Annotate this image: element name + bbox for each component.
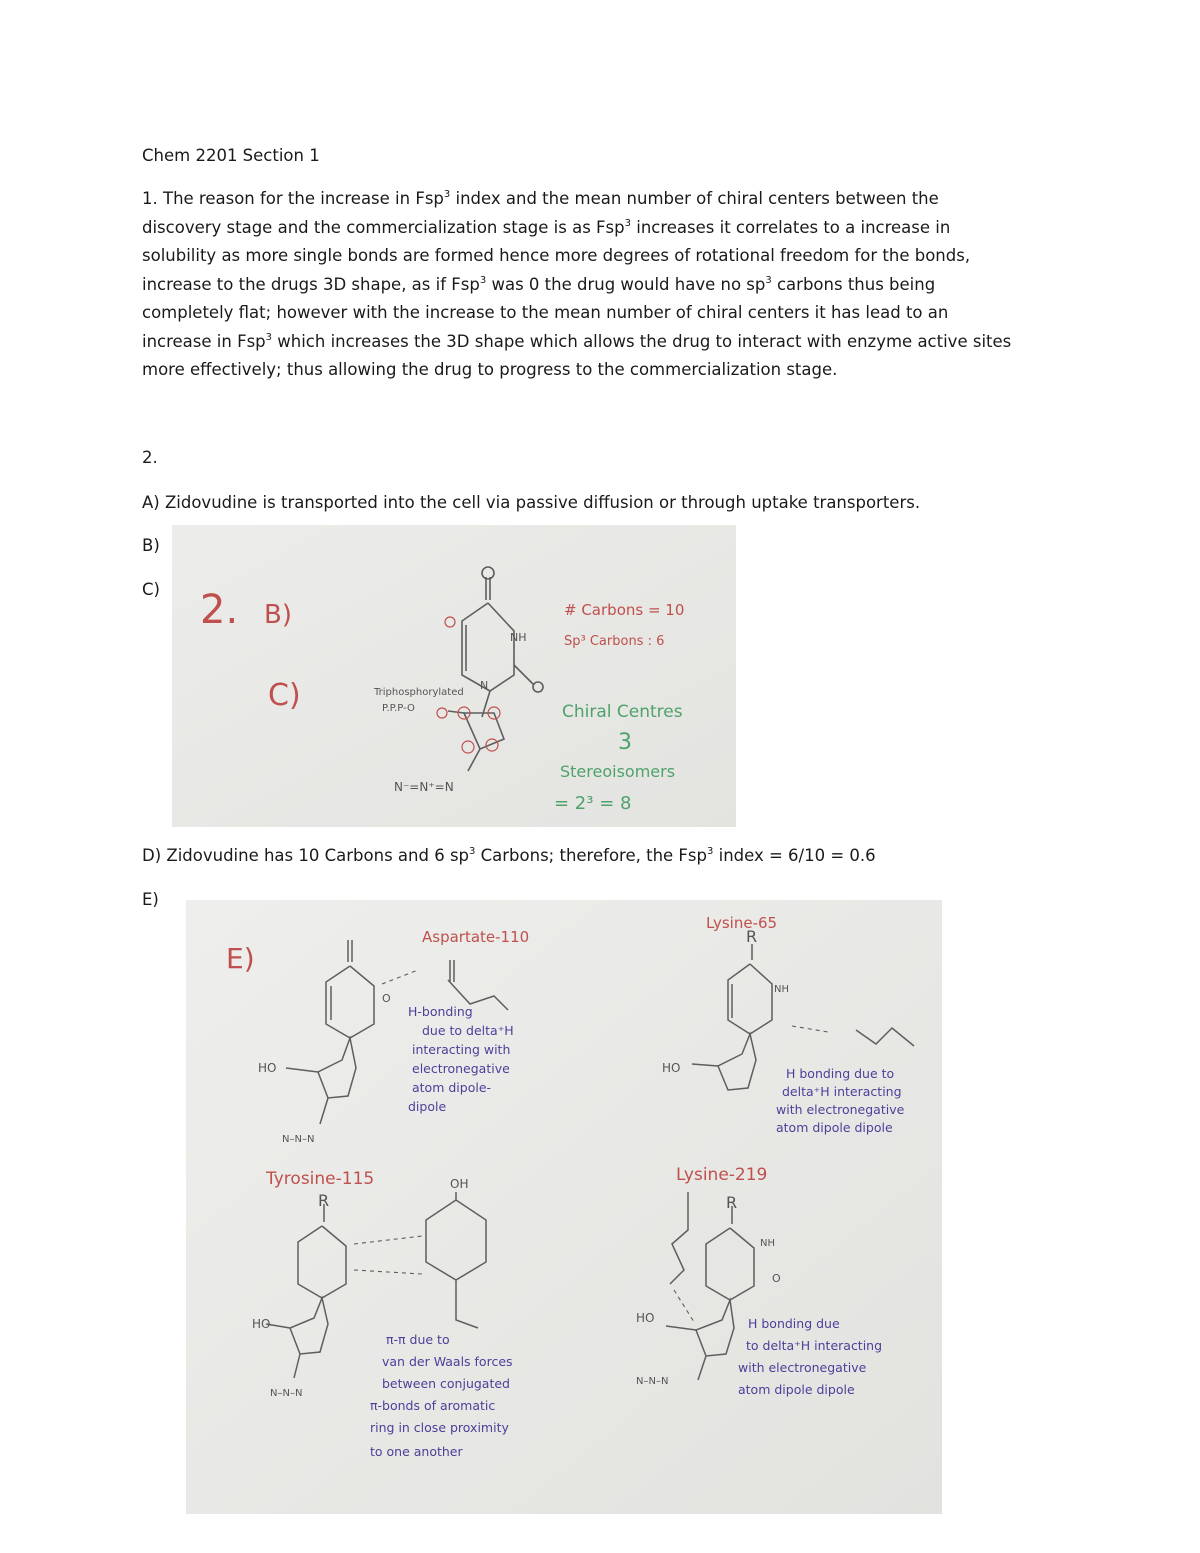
q1-line-1: 1. The reason for the increase in Fsp$^3$ index and the mean number of chiral centers between the <box>142 189 939 208</box>
nh-label: NH <box>510 631 527 644</box>
nh-label-2: NH <box>760 1238 775 1249</box>
q1-line-6: increase in Fsp$^3$ which increases the 3D shape which allows the drug to interact with enzyme active sites <box>142 331 1012 351</box>
q1-line-3: solubility as more single bonds are formed hence more degrees of rotational freedom for the bonds, <box>142 246 971 265</box>
azide-label-2: N–N–N <box>270 1388 303 1399</box>
q1-line-5: completely flat; however with the increase to the mean number of chiral centers it has lead to an <box>142 303 949 322</box>
label-2: 2. <box>200 587 239 633</box>
aspartate-note-5: atom dipole- <box>412 1080 492 1095</box>
interactions-drawing-photo <box>186 900 942 1514</box>
lysine-219-note-2: to delta⁺H interacting <box>746 1338 883 1353</box>
azide-label-3: N–N–N <box>636 1376 669 1387</box>
tyrosine-note-2: van der Waals forces <box>382 1354 513 1369</box>
aspartate-note-2: due to delta⁺H <box>422 1023 514 1038</box>
lysine-219-note-1: H bonding due <box>748 1316 840 1331</box>
n-label: N <box>480 679 489 692</box>
label-b: B) <box>264 600 292 630</box>
zidovudine-drawing-svg <box>172 525 736 827</box>
lysine-65-note-1: H bonding due to <box>786 1066 895 1081</box>
question-1-paragraph <box>142 185 1062 385</box>
ho-label-4: HO <box>636 1311 655 1325</box>
chiral-centres-title: Chiral Centres <box>562 702 683 722</box>
tyrosine-label: Tyrosine-115 <box>266 1169 375 1189</box>
phosphorylated-label: Triphosphorylated <box>374 687 464 698</box>
lysine-65-label: Lysine-65 <box>706 914 778 932</box>
stereoisomers-title: Stereoisomers <box>560 762 676 781</box>
tyrosine-note-3: between conjugated <box>382 1376 510 1391</box>
r-label-3: R <box>726 1193 738 1212</box>
ho-label-2: HO <box>662 1061 681 1075</box>
aspartate-note-1: H-bonding <box>408 1004 473 1019</box>
question-2c-label: C) <box>142 580 160 599</box>
lysine-219-note-3: with electronegative <box>738 1360 867 1375</box>
o-label-1: O <box>382 992 391 1005</box>
lysine-219-label: Lysine-219 <box>676 1165 768 1185</box>
nh-label-1: NH <box>774 984 789 995</box>
azide-label-1: N–N–N <box>282 1134 315 1145</box>
zidovudine-drawing-photo <box>172 525 736 827</box>
ho-label-3: HO <box>252 1317 271 1331</box>
question-2a-text: A) Zidovudine is transported into the cell via passive diffusion or through uptake transporters. <box>142 493 921 512</box>
label-c: C) <box>268 678 301 713</box>
question-2d-text: D) Zidovudine has 10 Carbons and 6 $sp^3$ Carbons; therefore, the Fsp$^3$ index = 6/10 = 0.6 <box>142 846 876 865</box>
label-e: E) <box>226 942 255 975</box>
azide-label: N⁻=N⁺=N <box>394 780 454 794</box>
aspartate-note-3: interacting with <box>412 1042 511 1057</box>
r-label-2: R <box>318 1191 330 1210</box>
o-label-2: O <box>772 1272 781 1285</box>
tyrosine-note-5: ring in close proximity <box>370 1420 509 1435</box>
aspartate-note-6: dipole <box>408 1099 447 1114</box>
lysine-65-note-2: delta⁺H interacting <box>782 1084 902 1099</box>
question-2b-label: B) <box>142 536 160 555</box>
lysine-65-note-3: with electronegative <box>776 1102 905 1117</box>
tyrosine-note-1: π-π due to <box>386 1332 450 1347</box>
oh-label: OH <box>450 1177 469 1191</box>
tyrosine-note-4: π-bonds of aromatic <box>370 1398 496 1413</box>
r-label-1: R <box>746 927 758 946</box>
pppo-label: P.P.P-O <box>382 703 415 714</box>
q1-line-2: discovery stage and the commercialization stage is as Fsp$^3$ increases it correlates to a increase in <box>142 217 951 237</box>
q1-line-7: more effectively; thus allowing the drug to progress to the commercialization stage. <box>142 360 838 379</box>
aspartate-label: Aspartate-110 <box>422 928 530 946</box>
question-2e-label: E) <box>142 890 159 909</box>
chiral-centres-count: 3 <box>618 730 632 755</box>
lysine-65-note-4: atom dipole dipole <box>776 1120 893 1135</box>
document-heading: Chem 2201 Section 1 <box>142 146 320 165</box>
lysine-219-note-4: atom dipole dipole <box>738 1382 855 1397</box>
ho-label-1: HO <box>258 1061 277 1075</box>
interactions-drawing-svg <box>186 900 942 1514</box>
q1-line-4: increase to the drugs 3D shape, as if Fsp$^3$ was 0 the drug would have no $sp^3$ carbons thus being <box>142 274 936 294</box>
question-2-number: 2. <box>142 448 158 467</box>
carbon-count: # Carbons = 10 <box>564 601 685 619</box>
sp3-count: Sp³ Carbons : 6 <box>564 634 665 649</box>
stereoisomers-calc: = 2³ = 8 <box>554 793 632 814</box>
tyrosine-note-6: to one another <box>370 1444 463 1459</box>
aspartate-note-4: electronegative <box>412 1061 510 1076</box>
